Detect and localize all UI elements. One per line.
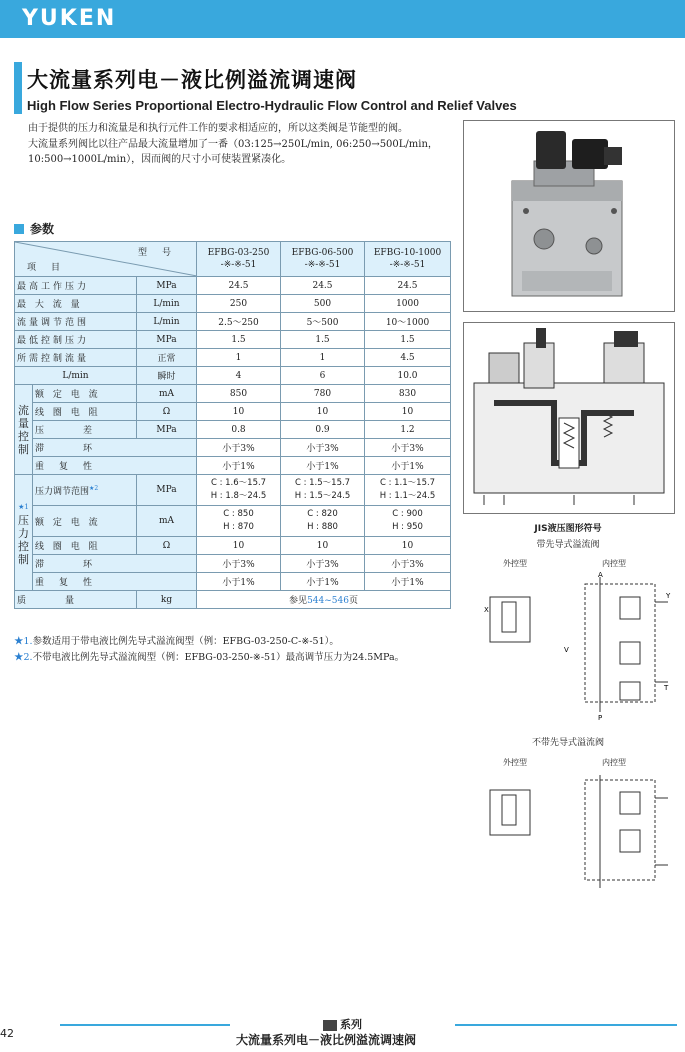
row-unit: mA [137,385,197,403]
c-value: C : 900 [392,509,423,519]
port-x-label: X [484,606,489,614]
table-row [15,421,451,439]
heading-square-icon [14,224,24,234]
mass-prefix: 参见 [289,596,308,606]
hydraulic-symbol-without-pilot [490,770,680,895]
row-label: 额 定 电 流 [33,506,137,537]
row-unit: MPa [137,475,197,506]
group-text: 压力控制 [18,514,29,566]
row-unit: L/min [137,295,197,313]
footer-rule-left [60,1024,230,1026]
cell-value [281,506,365,537]
row-label: 最高工作压力 [15,277,137,295]
cell-value: 小于3% [197,555,281,573]
model-3-line2: -※-※-51 [389,260,426,270]
row-label: 质 量 [15,591,137,609]
cell-value: 0.8 [197,421,281,439]
cell-value: 850 [197,385,281,403]
row-label [33,475,137,506]
without-pilot-title: 不带先导式溢流阀 [531,738,604,748]
h-value: H : 950 [392,522,423,532]
cell-value: 1.5 [281,331,365,349]
ext-type-label: 外控型 [503,559,527,568]
footer-title: 大流量系列电－液比例溢流调速阀 [236,1033,417,1047]
h-value: H : 1.1～24.5 [379,491,436,501]
note-2 [14,650,454,666]
table-row [15,591,451,609]
params-heading-label: 参数 [30,222,55,236]
row-label: 流量调节范围 [15,313,137,331]
cell-value: 1 [281,349,365,367]
intro-text [28,121,458,168]
row-label: 重 复 性 [33,457,197,475]
range-mark: ★2 [89,484,99,492]
footer-rule-right [455,1024,677,1026]
item-label: 项 目 [27,263,64,273]
header-diagonal-cell [15,242,197,277]
yuken-logo: YUKEN [22,6,117,31]
cell-value: 1.2 [365,421,451,439]
cell-value: 1.5 [365,331,451,349]
series-logo-icon [323,1020,337,1031]
params-table [14,241,451,609]
ext-type-label-2: 外控型 [503,758,527,767]
footer-series [323,1016,362,1032]
cell-value: 24.5 [197,277,281,295]
group-label-pressure [15,475,33,591]
row-label: 所需控制流量 [15,349,137,367]
model-col-2 [281,242,365,277]
table-row [15,439,451,457]
h-value: H : 880 [307,522,338,532]
jis-symbol-title: JIS液压图形符号 [534,524,602,534]
h-value: H : 1.8～24.5 [210,491,267,501]
row-label: 线 圈 电 阻 [33,403,137,421]
row-label: L/min [15,367,137,385]
port-v-label: V [564,646,569,654]
table-row [15,506,451,537]
table-row [15,313,451,331]
cell-value [365,506,451,537]
row-unit: MPa [137,331,197,349]
cell-value: 250 [197,295,281,313]
mass-page-link[interactable]: 544~546 [307,596,349,606]
table-row [15,403,451,421]
row-unit: Ω [137,537,197,555]
range-label: 压力调节范围 [35,486,90,497]
cell-value: 6 [281,367,365,385]
page-number: 42 [0,1027,14,1040]
port-y-label: Y [666,592,671,600]
table-row [15,277,451,295]
cell-value: 24.5 [365,277,451,295]
cell-value: 10 [197,537,281,555]
cell-value [281,475,365,506]
cell-value: 10 [281,537,365,555]
row-unit: MPa [137,421,197,439]
table-row [15,475,451,506]
cell-value: 1.5 [197,331,281,349]
c-value: C : 850 [223,509,254,519]
row-label: 线 圈 电 阻 [33,537,137,555]
cell-value [365,475,451,506]
group-label-flow: 流量控制 [15,385,33,475]
cell-value: 小于1% [365,457,451,475]
table-row [15,573,451,591]
cross-section-illustration [464,323,674,513]
c-value: C : 820 [307,509,338,519]
cell-value: 小于3% [281,439,365,457]
table-row [15,457,451,475]
table-row [15,385,451,403]
group-mark: ★1 [18,503,29,511]
row-label: 最低控制压力 [15,331,137,349]
note-1-text: 参数适用于带电液比例先导式溢流阀型（例：EFBG-03-250-C-※-51）。 [32,636,339,647]
c-value: C : 1.6～15.7 [210,478,267,488]
note-1-mark: ★1. [14,636,33,647]
c-value: C : 1.1～15.7 [379,478,436,488]
row-unit: mA [137,506,197,537]
product-photo [463,120,675,312]
cell-value: 小于1% [281,457,365,475]
table-row [15,331,451,349]
with-pilot-title: 带先导式溢流阀 [536,540,600,550]
title-accent-bar [14,62,22,114]
row-unit: kg [137,591,197,609]
mass-suffix: 页 [348,596,358,606]
table-row [15,349,451,367]
cell-value [197,475,281,506]
cell-value: 780 [281,385,365,403]
cell-value: 4.5 [365,349,451,367]
cross-section-drawing [463,322,675,514]
params-heading [14,220,54,237]
cell-value: 830 [365,385,451,403]
cell-value: 小于3% [365,439,451,457]
row-unit: 瞬时 [137,367,197,385]
cell-value: 小于1% [365,573,451,591]
row-unit: 正常 [137,349,197,367]
cell-value: 5～500 [281,313,365,331]
model-col-1 [197,242,281,277]
cell-value: 10 [365,403,451,421]
intro-paragraph-2: 大流量系列阀比以往产品最大流量增加了一番（03:125→250L/min, 06:250→500L/min，10:500→1000L/min），因而阀的尺寸小可使装置紧凑化。 [28,138,438,165]
h-value: H : 870 [223,522,254,532]
port-a-label: A [598,571,603,579]
cell-value: 0.9 [281,421,365,439]
cell-value: 10 [365,537,451,555]
int-type-label-2: 内控型 [602,758,626,767]
model-1-line2: -※-※-51 [220,260,257,270]
table-header-row [15,242,451,277]
int-type-label: 内控型 [602,559,626,568]
cell-value: 小于3% [365,555,451,573]
row-unit: Ω [137,403,197,421]
cell-value: 500 [281,295,365,313]
cell-value: 24.5 [281,277,365,295]
row-label: 重 复 性 [33,573,197,591]
cell-value: 1000 [365,295,451,313]
table-row [15,367,451,385]
cell-value: 10～1000 [365,313,451,331]
cell-value: 4 [197,367,281,385]
row-label: 滞 环 [33,439,197,457]
note-1 [14,634,454,650]
cell-value: 1 [197,349,281,367]
row-unit: MPa [137,277,197,295]
valve-photo-illustration [464,121,674,311]
row-label: 最 大 流 量 [15,295,137,313]
cell-value: 小于3% [197,439,281,457]
cell-value: 小于1% [281,573,365,591]
intro-paragraph-1: 由于提供的压力和流量是和执行元件工作的要求相适应的，所以这类阀是节能型的阀。 [28,123,408,134]
page-title: 大流量系列电－液比例溢流调速阀 [27,68,357,92]
model-3-line1: EFBG-10-1000 [373,248,442,258]
model-col-3 [365,242,451,277]
cell-value [197,506,281,537]
mass-value [197,591,451,609]
cell-value: 2.5～250 [197,313,281,331]
cell-value: 小于1% [197,573,281,591]
cell-value: 小于1% [197,457,281,475]
row-label: 压 差 [33,421,137,439]
notes [14,634,454,666]
row-label: 额 定 电 流 [33,385,137,403]
row-unit: L/min [137,313,197,331]
cell-value: 小于3% [281,555,365,573]
port-t-label: T [664,684,669,692]
model-2-line2: -※-※-51 [304,260,341,270]
page-subtitle: High Flow Series Proportional Electro-Hydraulic Flow Control and Relief Valves [27,98,517,113]
h-value: H : 1.5～24.5 [294,491,351,501]
cell-value: 10 [197,403,281,421]
table-row [15,555,451,573]
c-value: C : 1.5～15.7 [294,478,351,488]
cell-value: 10 [281,403,365,421]
footer-series-label: 系列 [340,1018,362,1031]
table-row [15,537,451,555]
table-row [15,295,451,313]
row-label: 滞 环 [33,555,197,573]
model-label: 型 号 [138,248,175,258]
hydraulic-symbol-with-pilot [484,571,680,722]
note-2-text: 不带电液比例先导式溢流阀型（例：EFBG-03-250-※-51）最高调节压力为24.5MPa。 [32,652,405,663]
port-p-label: P [598,714,603,722]
cell-value: 10.0 [365,367,451,385]
model-1-line1: EFBG-03-250 [207,248,270,258]
model-2-line1: EFBG-06-500 [291,248,354,258]
note-2-mark: ★2. [14,652,33,663]
